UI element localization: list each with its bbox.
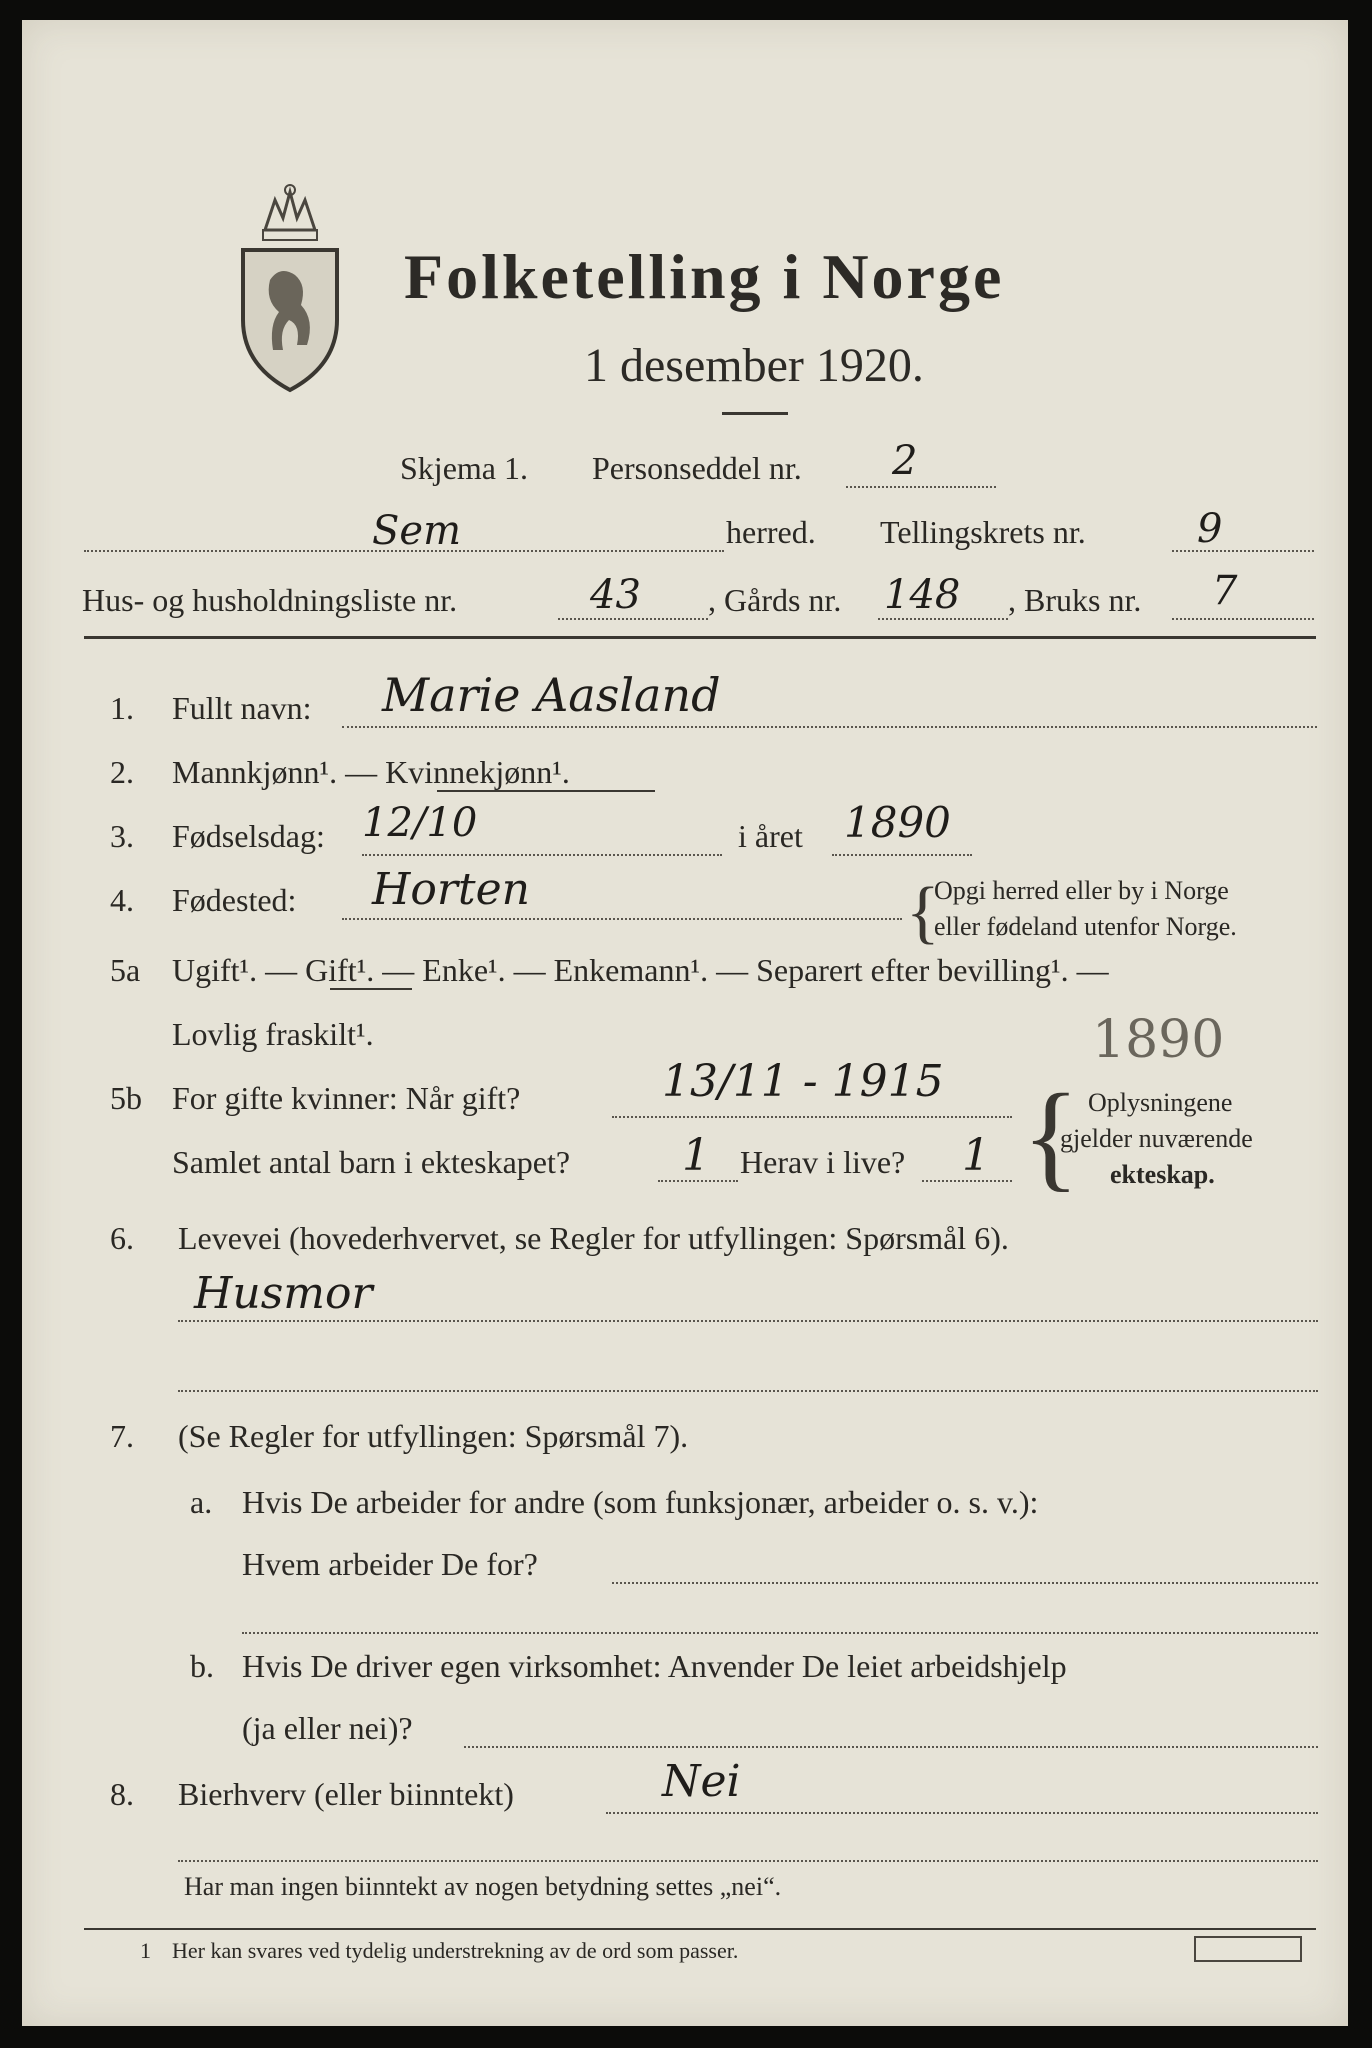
q5b-alive-label: Herav i live? — [740, 1144, 906, 1180]
q3-line — [362, 854, 722, 856]
title-divider — [722, 412, 788, 415]
q5b-brace: { — [1022, 1069, 1080, 1202]
personseddel-line — [846, 486, 996, 488]
hus-line — [558, 618, 708, 620]
q2-number: 2. — [110, 754, 134, 790]
q5b-label: For gifte kvinner: Når gift? — [172, 1080, 521, 1116]
bruks-label: , Bruks nr. — [1008, 582, 1142, 618]
q7a-line — [612, 1582, 1318, 1584]
q5a-number: 5a — [110, 952, 141, 988]
q7b-line — [464, 1746, 1318, 1748]
footnote-marker: 1 — [140, 1938, 151, 1963]
q1-label: Fullt navn: — [172, 690, 312, 726]
q8-side-income[interactable]: Nei — [662, 1756, 741, 1807]
gards-label: , Gårds nr. — [708, 582, 842, 618]
q7a-label: Hvis De arbeider for andre (som funksjonær, arbeider o. s. v.): — [242, 1484, 1039, 1520]
q5b-note-line1: Oplysningene — [1088, 1088, 1233, 1117]
tellingskrets-line — [1172, 550, 1314, 552]
gards-line — [878, 618, 1008, 620]
q3-number: 3. — [110, 818, 134, 854]
bruks-line — [1172, 618, 1314, 620]
census-form-sheet — [22, 20, 1348, 2026]
tellingskrets-label: Tellingskrets nr. — [880, 514, 1086, 550]
norwegian-lion-coat-of-arms-icon — [235, 180, 345, 395]
q5a-status-options: Ugift¹. — Gift¹. — Enke¹. — Enkemann¹. — Separert efter bevilling¹. — — [172, 952, 1109, 988]
printer-stamp — [1194, 1936, 1302, 1962]
q5b-alive-count[interactable]: 1 — [962, 1130, 990, 1181]
q5b-number: 5b — [110, 1080, 142, 1116]
personseddel-label: Personseddel nr. — [592, 450, 802, 486]
q6-number: 6. — [110, 1220, 134, 1256]
hus-label: Hus- og husholdningsliste nr. — [82, 582, 458, 618]
footnote-text: Her kan svares ved tydelig understrekning av de ord som passer. — [172, 1938, 739, 1963]
tellingskrets-value[interactable]: 9 — [1197, 506, 1223, 552]
q3-year-line — [832, 854, 972, 856]
q8-line2 — [178, 1860, 1318, 1862]
q6-occupation[interactable]: Husmor — [194, 1268, 373, 1319]
q1-number: 1. — [110, 690, 134, 726]
form-title: Folketelling i Norge — [404, 241, 1005, 312]
q5b-line — [612, 1116, 1012, 1118]
q5b-children-label: Samlet antal barn i ekteskapet? — [172, 1144, 571, 1180]
q2-selected-underline — [437, 790, 655, 792]
q5b-note-line3: ekteskap. — [1110, 1160, 1215, 1189]
q4-note-line2: eller fødeland utenfor Norge. — [934, 912, 1237, 941]
q6-line2 — [178, 1390, 1318, 1392]
q1-line — [342, 726, 1317, 728]
gards-value[interactable]: 148 — [884, 572, 961, 618]
q3-birth-year[interactable]: 1890 — [844, 798, 951, 847]
q8-note: Har man ingen biinntekt av nogen betydning settes „nei“. — [184, 1872, 782, 1901]
q2-gender-options: Mannkjønn¹. — Kvinnekjønn¹. — [172, 754, 570, 790]
hus-value[interactable]: 43 — [590, 572, 641, 618]
q4-label: Fødested: — [172, 882, 297, 918]
q4-number: 4. — [110, 882, 134, 918]
q7a-label-2: Hvem arbeider De for? — [242, 1546, 538, 1582]
q7a-line2 — [242, 1632, 1318, 1634]
q7a-letter: a. — [190, 1484, 213, 1520]
q4-brace: { — [906, 874, 940, 951]
q4-birthplace[interactable]: Horten — [372, 864, 530, 915]
q5b-note-line2: gjelder nuværende — [1060, 1124, 1253, 1153]
q5b-children-count[interactable]: 1 — [682, 1130, 710, 1181]
q7-label: (Se Regler for utfyllingen: Spørsmål 7). — [178, 1418, 689, 1454]
q4-line — [342, 918, 902, 920]
header-divider — [84, 636, 1316, 639]
q5a-status-options-2: Lovlig fraskilt¹. — [172, 1016, 374, 1052]
q7-number: 7. — [110, 1418, 134, 1454]
q1-full-name[interactable]: Marie Aasland — [382, 668, 721, 722]
q3-year-label: i året — [738, 818, 803, 854]
footnote-divider — [84, 1928, 1316, 1930]
q6-line1 — [178, 1320, 1318, 1322]
q4-note-line1: Opgi herred eller by i Norge — [934, 876, 1229, 905]
q8-label: Bierhverv (eller biinntekt) — [178, 1776, 514, 1812]
q3-birthday[interactable]: 12/10 — [362, 800, 478, 846]
q7b-label-2: (ja eller nei)? — [242, 1710, 413, 1746]
bruks-value[interactable]: 7 — [1212, 568, 1238, 614]
schema-label: Skjema 1. — [400, 450, 528, 486]
q5a-selected-underline — [330, 988, 412, 990]
personseddel-value[interactable]: 2 — [892, 438, 918, 484]
q8-line — [606, 1812, 1318, 1814]
herred-label: herred. — [726, 514, 816, 550]
q5b-marriage-date[interactable]: 13/11 - 1915 — [662, 1056, 944, 1107]
q8-number: 8. — [110, 1776, 134, 1812]
q7b-letter: b. — [190, 1648, 214, 1684]
q6-label: Levevei (hovederhvervet, se Regler for utfyllingen: Spørsmål 6). — [178, 1220, 1009, 1256]
margin-note-year: 1890 — [1092, 1010, 1225, 1070]
census-date: 1 desember 1920. — [584, 339, 924, 392]
q7b-label: Hvis De driver egen virksomhet: Anvender De leiet arbeidshjelp — [242, 1648, 1067, 1684]
q3-label: Fødselsdag: — [172, 818, 325, 854]
herred-value[interactable]: Sem — [372, 508, 462, 554]
